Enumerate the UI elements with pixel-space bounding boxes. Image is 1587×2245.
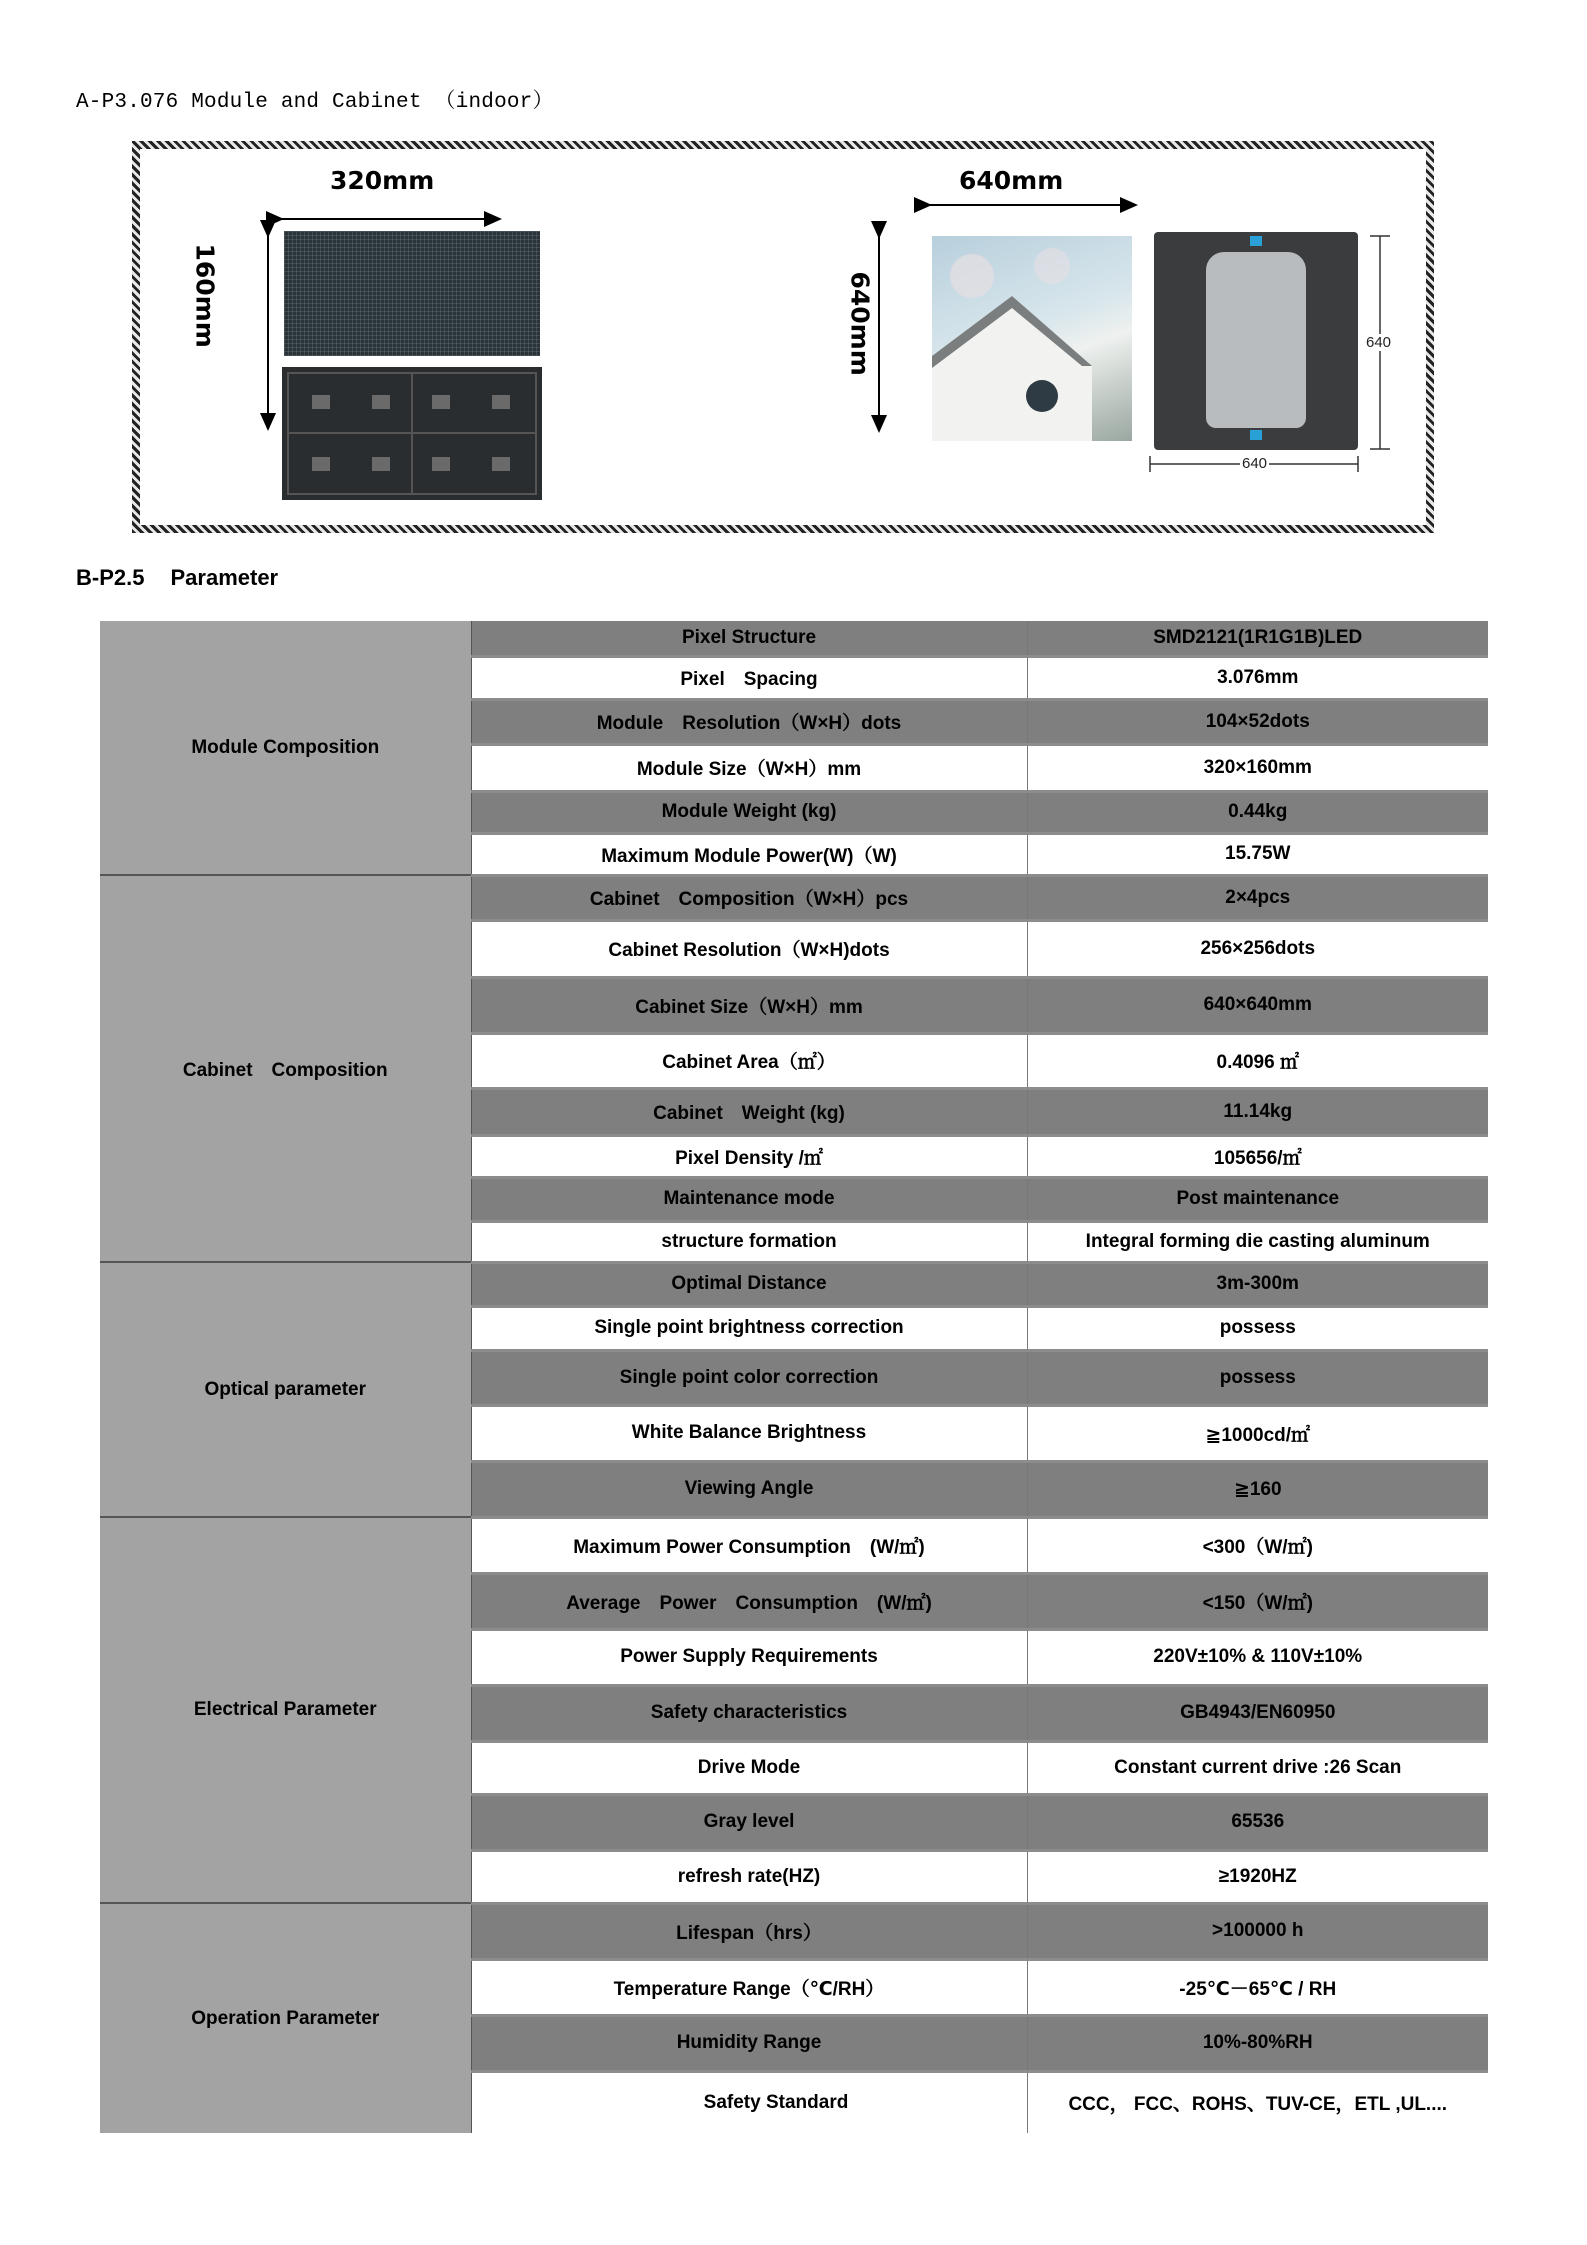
param-name: Cabinet Resolution（W×H)dots	[471, 920, 1027, 977]
param-name: Viewing Angle	[471, 1461, 1027, 1517]
param-value: ≥1920HZ	[1027, 1850, 1488, 1903]
section-b-title	[76, 565, 278, 591]
param-name: Drive Mode	[471, 1741, 1027, 1794]
group-label: Electrical Parameter	[100, 1517, 471, 1903]
param-value: 0.44kg	[1027, 791, 1488, 833]
group-label: Operation Parameter	[100, 1903, 471, 2133]
param-name: structure formation	[471, 1221, 1027, 1262]
led-module-front-image	[284, 231, 540, 356]
param-name: Optimal Distance	[471, 1262, 1027, 1306]
param-value: 104×52dots	[1027, 699, 1488, 744]
section-a-title: A-P3.076 Module and Cabinet （indoor）	[76, 91, 554, 114]
cabinet-back-image	[1154, 232, 1358, 450]
param-value: possess	[1027, 1306, 1488, 1350]
param-value: 105656/㎡	[1027, 1135, 1488, 1177]
param-value: Post maintenance	[1027, 1177, 1488, 1221]
param-name: Module Weight (kg)	[471, 791, 1027, 833]
param-name: Average Power Consumption (W/㎡)	[471, 1573, 1027, 1629]
param-value: <300（W/㎡)	[1027, 1517, 1488, 1573]
cabinet-front-scene	[932, 236, 1132, 441]
section-b-code: B-P2.5	[76, 565, 145, 590]
param-value: 2×4pcs	[1027, 875, 1488, 920]
param-name: White Balance Brightness	[471, 1405, 1027, 1461]
param-name: Safety characteristics	[471, 1685, 1027, 1741]
param-name: Pixel Density /㎡	[471, 1135, 1027, 1177]
module-height-label: 160mm	[190, 243, 220, 348]
param-name: refresh rate(HZ)	[471, 1850, 1027, 1903]
param-value: 640×640mm	[1027, 977, 1488, 1033]
param-name: Pixel Structure	[471, 621, 1027, 656]
table-row	[100, 875, 1488, 920]
param-value: 3.076mm	[1027, 656, 1488, 699]
parameter-table	[100, 621, 1488, 2133]
param-name: Safety Standard	[471, 2071, 1027, 2133]
param-name: Maintenance mode	[471, 1177, 1027, 1221]
param-name: Maximum Power Consumption (W/㎡)	[471, 1517, 1027, 1573]
param-name: Maximum Module Power(W)（W)	[471, 833, 1027, 875]
param-value: -25℃－65℃ / RH	[1027, 1959, 1488, 2015]
param-value: 10%-80%RH	[1027, 2015, 1488, 2071]
param-name: Temperature Range（℃/RH）	[471, 1959, 1027, 2015]
cabinet-connector-icon	[1250, 236, 1262, 246]
table-row	[100, 1517, 1488, 1573]
param-name: Cabinet Size（W×H）mm	[471, 977, 1027, 1033]
param-value: Constant current drive :26 Scan	[1027, 1741, 1488, 1794]
table-row	[100, 621, 1488, 656]
param-value: CCC， FCC、ROHS、TUV-CE，ETL ,UL....	[1027, 2071, 1488, 2133]
param-name: Lifespan（hrs）	[471, 1903, 1027, 1959]
table-row	[100, 1903, 1488, 1959]
section-b-label: Parameter	[170, 565, 279, 590]
param-value: ≧1000cd/㎡	[1027, 1405, 1488, 1461]
cabinet-width-label: 640mm	[959, 166, 1064, 195]
param-name: Cabinet Composition（W×H）pcs	[471, 875, 1027, 920]
group-label: Optical parameter	[100, 1262, 471, 1517]
param-value: possess	[1027, 1350, 1488, 1405]
module-width-label: 320mm	[330, 166, 435, 195]
cabinet-back-shell	[1206, 252, 1306, 428]
param-value: 15.75W	[1027, 833, 1488, 875]
param-value: 11.14kg	[1027, 1088, 1488, 1135]
param-value: 256×256dots	[1027, 920, 1488, 977]
param-name: Module Size（W×H）mm	[471, 744, 1027, 791]
param-value: SMD2121(1R1G1B)LED	[1027, 621, 1488, 656]
module-back-detail	[282, 367, 542, 500]
param-value: >100000 h	[1027, 1903, 1488, 1959]
param-value: 65536	[1027, 1794, 1488, 1850]
group-label: Cabinet Composition	[100, 875, 471, 1262]
group-label: Module Composition	[100, 621, 471, 875]
param-value: Integral forming die casting aluminum	[1027, 1221, 1488, 1262]
table-row	[100, 1262, 1488, 1306]
cabinet-connector-icon	[1250, 430, 1262, 440]
param-name: Single point brightness correction	[471, 1306, 1027, 1350]
param-value: GB4943/EN60950	[1027, 1685, 1488, 1741]
led-module-back-image	[282, 367, 542, 500]
param-name: Single point color correction	[471, 1350, 1027, 1405]
param-value: 3m-300m	[1027, 1262, 1488, 1306]
param-name: Module Resolution（W×H）dots	[471, 699, 1027, 744]
param-value: 320×160mm	[1027, 744, 1488, 791]
param-name: Power Supply Requirements	[471, 1629, 1027, 1685]
cabinet-back-width-label: 640	[1242, 455, 1268, 472]
param-value: 0.4096 ㎡	[1027, 1033, 1488, 1088]
param-name: Cabinet Weight (kg)	[471, 1088, 1027, 1135]
param-value: 220V±10% & 110V±10%	[1027, 1629, 1488, 1685]
param-name: Pixel Spacing	[471, 656, 1027, 699]
param-name: Cabinet Area（㎡）	[471, 1033, 1027, 1088]
param-name: Gray level	[471, 1794, 1027, 1850]
cabinet-front-image	[932, 236, 1132, 441]
param-value: <150（W/㎡)	[1027, 1573, 1488, 1629]
cabinet-height-label: 640mm	[845, 271, 875, 376]
cabinet-back-height-label: 640	[1366, 334, 1392, 351]
param-name: Humidity Range	[471, 2015, 1027, 2071]
param-value: ≧160	[1027, 1461, 1488, 1517]
